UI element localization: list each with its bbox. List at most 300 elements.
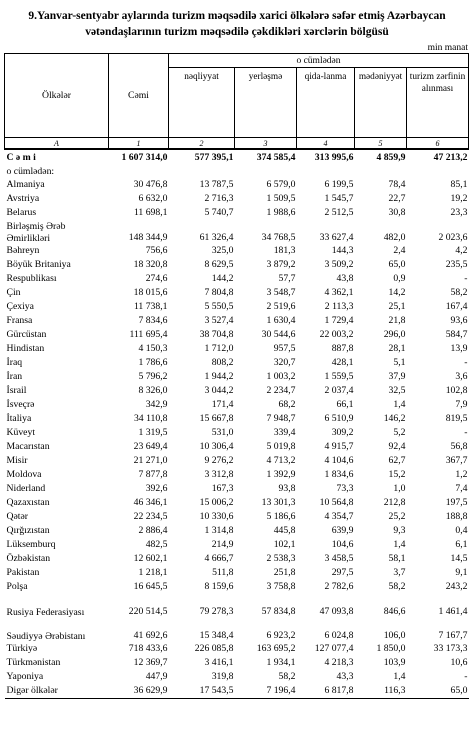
value-cell: 1 314,8 <box>204 525 234 536</box>
value-cell: 6 579,0 <box>266 179 296 190</box>
country-name: Özbəkistan <box>6 553 51 564</box>
country-name: İsveçrə <box>6 399 35 410</box>
value-cell: 181,3 <box>273 245 296 256</box>
table-row <box>5 468 469 482</box>
table-row <box>5 412 469 426</box>
table-row <box>5 496 469 510</box>
value-cell: 7,9 <box>455 399 468 410</box>
value-cell: 4 362,1 <box>324 287 354 298</box>
value-cell: - <box>464 427 468 438</box>
value-cell: 220 514,5 <box>128 606 168 617</box>
value-cell: 14,5 <box>450 553 468 564</box>
value-cell: 61 326,4 <box>199 232 234 243</box>
value-cell: 1 218,1 <box>138 567 168 578</box>
header-total: Cəmi <box>109 54 169 138</box>
value-cell: 37,9 <box>388 371 406 382</box>
total-label: C ə m i <box>6 151 36 163</box>
value-cell: 1,4 <box>393 399 406 410</box>
value-cell: 23,3 <box>450 207 468 218</box>
value-cell: 16 645,5 <box>133 581 168 592</box>
value-cell: 78,4 <box>388 179 406 190</box>
value-cell: 7 167,7 <box>438 630 468 641</box>
country-name: Yaponiya <box>6 671 44 682</box>
country-name: Türkiyə <box>6 643 38 654</box>
value-cell: 639,9 <box>331 525 354 536</box>
value-cell: 1 003,2 <box>266 371 296 382</box>
country-name: Hindistan <box>6 343 45 354</box>
section-row <box>5 165 469 178</box>
value-cell: 445,8 <box>273 525 296 536</box>
country-name: Böyük Britaniya <box>6 259 71 270</box>
table-row <box>5 244 469 258</box>
country-name: İran <box>6 371 23 382</box>
table-row <box>5 370 469 384</box>
value-cell: 66,1 <box>336 399 354 410</box>
index-cell: 5 <box>355 138 407 150</box>
value-cell: 28,1 <box>388 343 406 354</box>
table-row <box>5 258 469 272</box>
value-cell: 10,6 <box>450 657 468 668</box>
value-cell: 106,0 <box>383 630 406 641</box>
value-cell: 47 093,8 <box>319 606 354 617</box>
value-cell: 33 173,3 <box>433 643 468 654</box>
value-cell: 5 550,5 <box>204 301 234 312</box>
value-cell: 342,9 <box>145 399 168 410</box>
value-cell: 3 416,1 <box>204 657 234 668</box>
table-row <box>5 328 469 342</box>
value-cell: 5 740,7 <box>204 207 234 218</box>
value-cell: 3 879,2 <box>266 259 296 270</box>
value-cell: 5 796,2 <box>138 371 168 382</box>
value-cell: 4 666,7 <box>204 553 234 564</box>
value-cell: 34 110,8 <box>133 413 168 424</box>
country-name: İtaliya <box>6 413 32 424</box>
value-cell: 511,8 <box>212 567 234 578</box>
value-cell: - <box>464 671 468 682</box>
header-countries: Ölkələr <box>5 54 109 138</box>
value-cell: 7 948,7 <box>266 413 296 424</box>
value-cell: 4 354,7 <box>324 511 354 522</box>
country-name: Pakistan <box>6 567 40 578</box>
value-cell: 2 023,6 <box>438 232 468 243</box>
value-cell: 4 915,7 <box>324 441 354 452</box>
value-cell: 38 704,8 <box>199 329 234 340</box>
value-cell: 167,3 <box>211 483 234 494</box>
value-cell: 144,2 <box>211 273 234 284</box>
value-cell: 309,2 <box>331 427 354 438</box>
value-cell: 58,1 <box>388 553 406 564</box>
value-cell: 6 817,8 <box>297 684 355 699</box>
value-cell: 3 509,2 <box>324 259 354 270</box>
value-cell: 3 548,7 <box>266 287 296 298</box>
value-cell: 57,7 <box>278 273 296 284</box>
value-cell: 251,8 <box>273 567 296 578</box>
value-cell: 18 015,6 <box>133 287 168 298</box>
value-cell: 43,8 <box>336 273 354 284</box>
total-value: 47 213,2 <box>433 151 468 163</box>
value-cell: 1,4 <box>393 539 406 550</box>
value-cell: 34 768,5 <box>261 232 296 243</box>
value-cell: 15,2 <box>388 469 406 480</box>
value-cell: 0,9 <box>393 273 406 284</box>
header-cultural: mədəniyyət <box>355 68 407 138</box>
value-cell: 1 834,6 <box>324 469 354 480</box>
country-name: İsrail <box>6 385 27 396</box>
value-cell: 235,5 <box>445 259 468 270</box>
value-cell: 819,5 <box>445 413 468 424</box>
value-cell: 65,0 <box>388 259 406 270</box>
country-name: Türkmənistan <box>6 657 61 668</box>
value-cell: 226 085,8 <box>194 643 234 654</box>
country-name: Digər ölkələr <box>5 684 109 699</box>
value-cell: 73,3 <box>336 483 354 494</box>
value-cell: 3 458,5 <box>324 553 354 564</box>
table-row <box>5 566 469 580</box>
country-name: Rusiya Federasiyası <box>6 606 85 618</box>
value-cell: 447,9 <box>145 671 168 682</box>
header-group: o cümlədən <box>169 54 469 68</box>
value-cell: 4 104,6 <box>324 455 354 466</box>
value-cell: 15 006,2 <box>199 497 234 508</box>
value-cell: 5 186,6 <box>266 511 296 522</box>
table-row <box>5 192 469 206</box>
value-cell: 30,8 <box>388 207 406 218</box>
value-cell: 1 944,2 <box>204 371 234 382</box>
country-name: Qırğızıstan <box>6 525 50 536</box>
value-cell: 3,7 <box>393 567 406 578</box>
value-cell: 2 519,6 <box>266 301 296 312</box>
country-name: Respublikası <box>6 273 57 284</box>
value-cell: 102,8 <box>445 385 468 396</box>
value-cell: 3 312,8 <box>204 469 234 480</box>
value-cell: 2 234,7 <box>266 385 296 396</box>
index-cell: 2 <box>169 138 235 150</box>
value-cell: 93,6 <box>450 315 468 326</box>
value-cell: 13 787,5 <box>199 179 234 190</box>
table-row <box>5 642 469 656</box>
value-cell: 103,9 <box>383 657 406 668</box>
value-cell: 214,9 <box>211 539 234 550</box>
table-row <box>5 594 469 618</box>
value-cell: 6 510,9 <box>324 413 354 424</box>
value-cell: 58,2 <box>388 581 406 592</box>
value-cell: 808,2 <box>211 357 234 368</box>
country-name: Gürcüstan <box>6 329 47 340</box>
country-name: Çin <box>6 287 21 298</box>
table-row <box>5 178 469 192</box>
table-row <box>5 552 469 566</box>
value-cell: 21 271,0 <box>133 455 168 466</box>
country-name: Səudiyyə Ərəbistanı <box>6 630 86 642</box>
value-cell: 9,3 <box>393 525 406 536</box>
value-cell: 56,8 <box>450 441 468 452</box>
country-name: Avstriya <box>6 193 40 204</box>
value-cell: 33 627,4 <box>319 232 354 243</box>
value-cell: 197,5 <box>445 497 468 508</box>
country-name: Çexiya <box>6 301 34 312</box>
table-row <box>5 440 469 454</box>
value-cell: 11 698,1 <box>133 207 168 218</box>
country-name: Moldova <box>6 469 42 480</box>
country-name: Birləşmiş Ərəb Əmirlikləri <box>6 221 66 244</box>
value-cell: 21,8 <box>388 315 406 326</box>
value-cell: 4,2 <box>455 245 468 256</box>
table-row <box>5 384 469 398</box>
value-cell: 482,0 <box>383 232 406 243</box>
value-cell: 1 319,5 <box>138 427 168 438</box>
total-row <box>5 149 469 165</box>
value-cell: 2 782,6 <box>324 581 354 592</box>
value-cell: 46 346,1 <box>133 497 168 508</box>
table-row <box>5 314 469 328</box>
value-cell: 2 538,3 <box>266 553 296 564</box>
value-cell: 1,4 <box>393 671 406 682</box>
value-cell: 1 392,9 <box>266 469 296 480</box>
value-cell: 367,7 <box>445 455 468 466</box>
value-cell: 9,1 <box>455 567 468 578</box>
country-name: İraq <box>6 357 23 368</box>
table-row <box>5 286 469 300</box>
value-cell: 14,2 <box>388 287 406 298</box>
table-header <box>5 54 469 150</box>
header-insurance: turizm zərfinin alınması <box>407 68 469 138</box>
country-name: Macarıstan <box>6 441 50 452</box>
value-cell: - <box>464 357 468 368</box>
country-name: Polşa <box>6 581 28 592</box>
value-cell: 274,6 <box>145 273 168 284</box>
value-cell: 243,2 <box>445 581 468 592</box>
country-name: Belarus <box>6 207 37 218</box>
value-cell: 320,7 <box>273 357 296 368</box>
value-cell: 171,4 <box>211 399 234 410</box>
value-cell: 1 559,5 <box>324 371 354 382</box>
value-cell: 7 196,4 <box>235 684 297 699</box>
value-cell: 22,7 <box>388 193 406 204</box>
value-cell: 8 159,6 <box>204 581 234 592</box>
value-cell: 30 544,6 <box>261 329 296 340</box>
table-row <box>5 342 469 356</box>
value-cell: 58,2 <box>450 287 468 298</box>
value-cell: 584,7 <box>445 329 468 340</box>
value-cell: 957,5 <box>273 343 296 354</box>
value-cell: 2,4 <box>393 245 406 256</box>
value-cell: 4 150,3 <box>138 343 168 354</box>
table-row <box>5 538 469 552</box>
value-cell: 5 019,8 <box>266 441 296 452</box>
value-cell: 22 003,2 <box>319 329 354 340</box>
table-row <box>5 300 469 314</box>
value-cell: 25,1 <box>388 301 406 312</box>
value-cell: 116,3 <box>355 684 407 699</box>
title-line-2: vətəndaşlarının turizm məqsədilə çəkdikləri xərclərin bölgüsü <box>85 26 389 38</box>
value-cell: 7 877,8 <box>138 469 168 480</box>
value-cell: 887,8 <box>331 343 354 354</box>
unit-label: min manat <box>427 43 468 53</box>
country-name: Qətər <box>6 511 29 522</box>
value-cell: 5,2 <box>393 427 406 438</box>
value-cell: 15 667,8 <box>199 413 234 424</box>
value-cell: 68,2 <box>278 399 296 410</box>
value-cell: 79 278,3 <box>199 606 234 617</box>
value-cell: 11 738,1 <box>133 301 168 312</box>
value-cell: 8 629,5 <box>204 259 234 270</box>
total-value: 313 995,6 <box>314 151 354 163</box>
value-cell: 3 758,8 <box>266 581 296 592</box>
value-cell: 10 306,4 <box>199 441 234 452</box>
value-cell: 4 218,3 <box>324 657 354 668</box>
value-cell: 57 834,8 <box>261 606 296 617</box>
table-row <box>5 482 469 496</box>
value-cell: 392,6 <box>145 483 168 494</box>
value-cell: 111 695,4 <box>129 329 168 340</box>
value-cell: 1 786,6 <box>138 357 168 368</box>
value-cell: 12 369,7 <box>133 657 168 668</box>
value-cell: - <box>464 273 468 284</box>
value-cell: 296,0 <box>383 329 406 340</box>
total-value: 374 585,4 <box>256 151 296 163</box>
value-cell: 23 649,4 <box>133 441 168 452</box>
value-cell: 8 326,0 <box>138 385 168 396</box>
table-row <box>5 656 469 670</box>
table-title <box>0 8 474 40</box>
value-cell: 2 512,5 <box>324 207 354 218</box>
table-row <box>5 398 469 412</box>
table-row <box>5 670 469 684</box>
value-cell: 0,4 <box>455 525 468 536</box>
value-cell: 92,4 <box>388 441 406 452</box>
value-cell: 1 630,4 <box>266 315 296 326</box>
table-row <box>5 454 469 468</box>
index-cell: 3 <box>235 138 297 150</box>
value-cell: 428,1 <box>331 357 354 368</box>
value-cell: 6,1 <box>455 539 468 550</box>
value-cell: 3,6 <box>455 371 468 382</box>
value-cell: 10 330,6 <box>199 511 234 522</box>
value-cell: 1 712,0 <box>204 343 234 354</box>
value-cell: 6 199,5 <box>324 179 354 190</box>
value-cell: 18 320,8 <box>133 259 168 270</box>
table-row <box>5 426 469 440</box>
table-row <box>5 206 469 220</box>
value-cell: 62,7 <box>388 455 406 466</box>
value-cell: 7 804,8 <box>204 287 234 298</box>
value-cell: 1 988,6 <box>266 207 296 218</box>
value-cell: 325,0 <box>211 245 234 256</box>
header-food: qida-lanma <box>297 68 355 138</box>
table-row <box>5 618 469 642</box>
title-line-1: 9.Yanvar-sentyabr aylarında turizm məqsədilə xarici ölkələrə səfər etmiş Azərbaycan <box>28 10 446 22</box>
value-cell: 339,4 <box>273 427 296 438</box>
value-cell: 25,2 <box>388 511 406 522</box>
value-cell: 1 850,0 <box>376 643 406 654</box>
header-lodging: yerləşmə <box>235 68 297 138</box>
value-cell: 1 461,4 <box>438 606 468 617</box>
value-cell: 6 632,0 <box>138 193 168 204</box>
table-row <box>5 356 469 370</box>
value-cell: 718 433,6 <box>128 643 168 654</box>
section-label: o cümlədən: <box>6 165 55 177</box>
table-row <box>5 580 469 594</box>
value-cell: 43,3 <box>336 671 354 682</box>
header-transport: nəqliyyat <box>169 68 235 138</box>
country-name: Fransa <box>6 315 33 326</box>
value-cell: 163 695,2 <box>256 643 296 654</box>
value-cell: 17 543,5 <box>169 684 235 699</box>
value-cell: 32,5 <box>388 385 406 396</box>
table-row <box>5 524 469 538</box>
value-cell: 13 301,3 <box>261 497 296 508</box>
value-cell: 531,0 <box>211 427 234 438</box>
value-cell: 144,3 <box>331 245 354 256</box>
value-cell: 58,2 <box>278 671 296 682</box>
total-value: 577 395,1 <box>194 151 234 163</box>
value-cell: 188,8 <box>445 511 468 522</box>
value-cell: 1,2 <box>455 469 468 480</box>
country-name: Almaniya <box>6 179 45 190</box>
value-cell: 6 024,8 <box>324 630 354 641</box>
expenditure-table <box>4 53 469 699</box>
value-cell: 102,1 <box>273 539 296 550</box>
value-cell: 6 923,2 <box>266 630 296 641</box>
value-cell: 4 713,2 <box>266 455 296 466</box>
value-cell: 167,4 <box>445 301 468 312</box>
country-name: Qazaxıstan <box>6 497 50 508</box>
table-row <box>5 510 469 524</box>
value-cell: 2 716,3 <box>204 193 234 204</box>
value-cell: 1 509,5 <box>266 193 296 204</box>
value-cell: 30 476,8 <box>133 179 168 190</box>
country-name: Lüksemburq <box>6 539 56 550</box>
table-body <box>5 149 469 699</box>
value-cell: 846,6 <box>383 606 406 617</box>
value-cell: 2 886,4 <box>138 525 168 536</box>
value-cell: 148 344,9 <box>128 232 168 243</box>
table-row <box>5 272 469 286</box>
total-value: 4 859,9 <box>376 151 406 163</box>
value-cell: 3 527,4 <box>204 315 234 326</box>
value-cell: 19,2 <box>450 193 468 204</box>
index-cell: A <box>5 138 109 150</box>
value-cell: 319,8 <box>211 671 234 682</box>
value-cell: 756,6 <box>145 245 168 256</box>
index-cell: 6 <box>407 138 469 150</box>
value-cell: 9 276,2 <box>204 455 234 466</box>
value-cell: 1 934,1 <box>266 657 296 668</box>
value-cell: 1 545,7 <box>324 193 354 204</box>
value-cell: 93,8 <box>278 483 296 494</box>
country-name: Misir <box>6 455 28 466</box>
value-cell: 7 834,6 <box>138 315 168 326</box>
value-cell: 127 077,4 <box>314 643 354 654</box>
value-cell: 36 629,9 <box>109 684 169 699</box>
country-name: Niderland <box>6 483 46 494</box>
value-cell: 297,5 <box>331 567 354 578</box>
value-cell: 1 729,4 <box>324 315 354 326</box>
index-cell: 4 <box>297 138 355 150</box>
total-value: 1 607 314,0 <box>121 151 168 163</box>
country-name: Bəhreyn <box>6 245 40 256</box>
value-cell: 12 602,1 <box>133 553 168 564</box>
table-row <box>5 684 469 699</box>
value-cell: 41 692,6 <box>133 630 168 641</box>
value-cell: 85,1 <box>450 179 468 190</box>
value-cell: 482,5 <box>145 539 168 550</box>
value-cell: 5,1 <box>393 357 406 368</box>
table-row <box>5 220 469 244</box>
value-cell: 2 037,4 <box>324 385 354 396</box>
value-cell: 3 044,2 <box>204 385 234 396</box>
value-cell: 65,0 <box>407 684 469 699</box>
